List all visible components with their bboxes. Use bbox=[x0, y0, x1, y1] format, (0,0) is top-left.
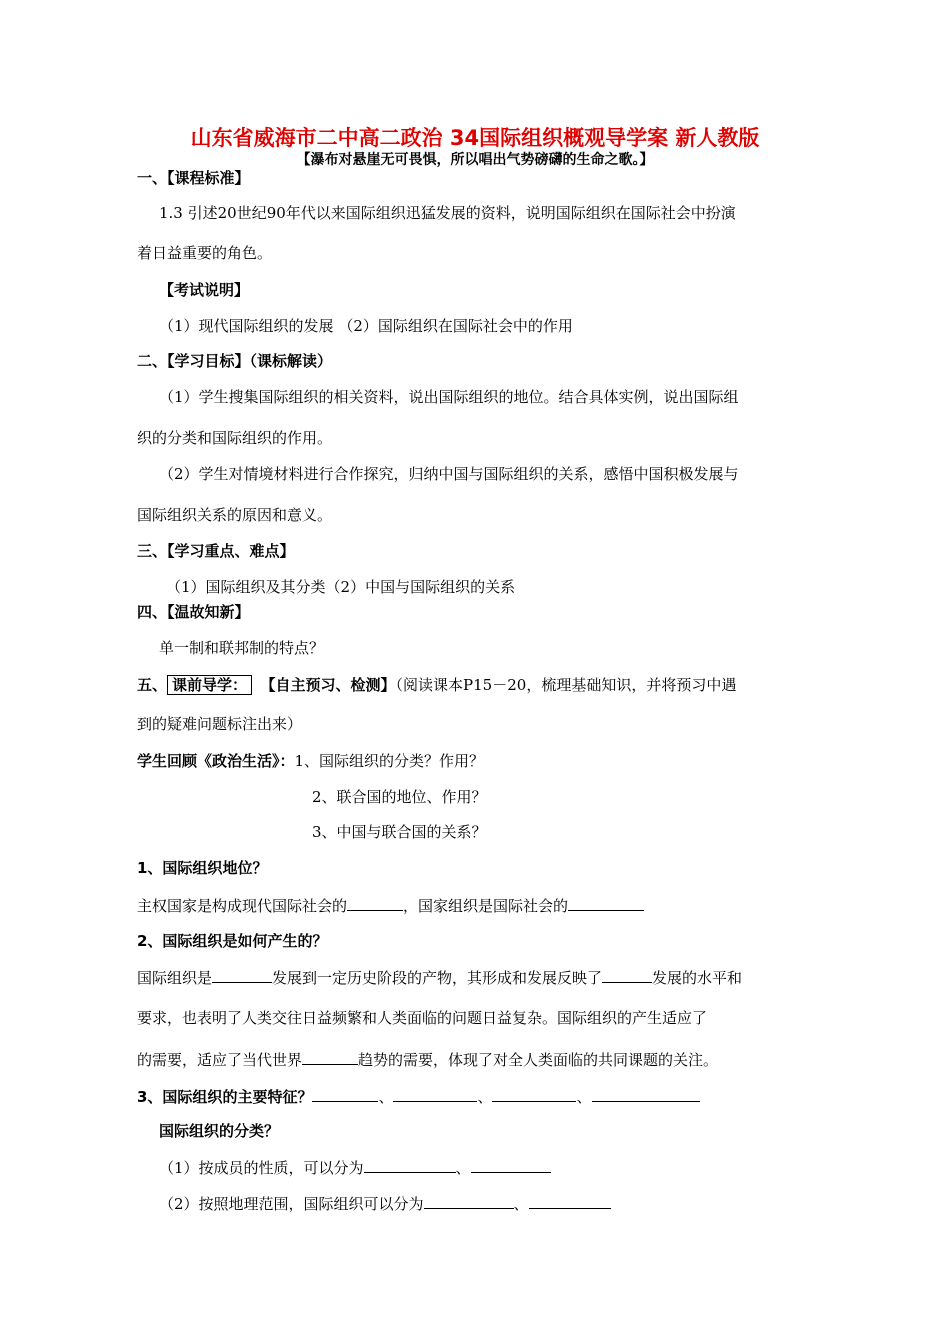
answer-blank[interactable] bbox=[592, 1086, 700, 1102]
text-fragment: 发展到一定历史阶段的产物，其形成和发展反映了 bbox=[272, 969, 603, 987]
text-fragment: ，国家组织是国际社会的 bbox=[403, 897, 569, 915]
section-5-number: 五、 bbox=[137, 676, 168, 694]
paragraph: （1）现代国际组织的发展 （2）国际组织在国际社会中的作用 bbox=[159, 317, 573, 335]
question-2-heading: 2、国际组织是如何产生的？ bbox=[137, 932, 328, 950]
fill-in-line bbox=[137, 895, 644, 916]
text-fragment: 主权国家是构成现代国际社会的 bbox=[137, 897, 348, 915]
paragraph: 1.3 引述20世纪90年代以来国际组织迅猛发展的资料，说明国际组织在国际社会中扮演 bbox=[159, 204, 736, 222]
answer-blank[interactable] bbox=[568, 895, 644, 911]
paragraph: （1）学生搜集国际组织的相关资料，说出国际组织的地位。结合具体实例，说出国际组 bbox=[159, 388, 739, 406]
boxed-label: 课前导学： bbox=[167, 675, 252, 695]
section-1-heading: 一、【课程标准】 bbox=[137, 169, 250, 187]
fill-in-line bbox=[137, 1049, 718, 1070]
answer-blank[interactable] bbox=[302, 1049, 358, 1065]
answer-blank[interactable] bbox=[492, 1086, 576, 1102]
text-fragment: 的需要，适应了当代世界 bbox=[137, 1051, 303, 1069]
paragraph: 到的疑难问题标注出来） bbox=[137, 715, 303, 733]
answer-blank[interactable] bbox=[393, 1086, 477, 1102]
separator: 、 bbox=[378, 1088, 394, 1106]
review-lead: 学生回顾《政治生活》： bbox=[137, 752, 295, 770]
answer-blank[interactable] bbox=[424, 1193, 514, 1209]
answer-blank[interactable] bbox=[212, 967, 272, 983]
fill-in-line bbox=[159, 1193, 611, 1214]
paragraph: （1）国际组织及其分类（2）中国与国际组织的关系 bbox=[166, 578, 516, 596]
exam-notes-heading: 【考试说明】 bbox=[159, 281, 250, 299]
separator: 、 bbox=[477, 1088, 493, 1106]
section-3-heading: 三、【学习重点、难点】 bbox=[137, 542, 295, 560]
answer-blank[interactable] bbox=[471, 1157, 551, 1173]
paragraph: 织的分类和国际组织的作用。 bbox=[137, 429, 333, 447]
review-question: 2、联合国的地位、作用？ bbox=[312, 788, 487, 806]
answer-blank[interactable] bbox=[364, 1157, 456, 1173]
fill-in-line bbox=[137, 1086, 700, 1107]
motto: 【瀑布对悬崖无可畏惧，所以唱出气势磅礴的生命之歌。】 bbox=[296, 152, 654, 168]
section-5-heading: 【自主预习、检测】 bbox=[268, 676, 396, 694]
text-fragment: 国际组织是 bbox=[137, 969, 213, 987]
classification-heading: 国际组织的分类？ bbox=[159, 1122, 280, 1140]
section-5-line bbox=[137, 675, 736, 695]
review-question: 3、中国与联合国的关系？ bbox=[312, 823, 487, 841]
fill-in-line bbox=[137, 967, 742, 988]
paragraph: 国际组织关系的原因和意义。 bbox=[137, 506, 333, 524]
review-question: 1、国际组织的分类？作用？ bbox=[294, 752, 485, 770]
document-title: 山东省威海市二中高二政治 34国际组织概观导学案 新人教版 bbox=[190, 126, 760, 150]
review-line bbox=[137, 751, 484, 771]
question-3-heading: 3、国际组织的主要特征？ bbox=[137, 1088, 313, 1106]
answer-blank[interactable] bbox=[347, 895, 403, 911]
text-fragment: 趋势的需要，体现了对全人类面临的共同课题的关注。 bbox=[358, 1051, 719, 1069]
paragraph: 着日益重要的角色。 bbox=[137, 244, 273, 262]
section-4-heading: 四、【温故知新】 bbox=[137, 603, 250, 621]
text-fragment: （1）按成员的性质，可以分为 bbox=[159, 1159, 364, 1177]
paragraph: （2）学生对情境材料进行合作探究，归纳中国与国际组织的关系，感悟中国积极发展与 bbox=[159, 465, 739, 483]
section-5-text: （阅读课本P15－20，梳理基础知识，并将预习中遇 bbox=[395, 676, 737, 694]
answer-blank[interactable] bbox=[529, 1193, 611, 1209]
text-fragment: 发展的水平和 bbox=[652, 969, 743, 987]
separator: 、 bbox=[513, 1195, 529, 1213]
separator: 、 bbox=[576, 1088, 592, 1106]
separator: 、 bbox=[455, 1159, 471, 1177]
text-fragment: （2）按照地理范围，国际组织可以分为 bbox=[159, 1195, 424, 1213]
paragraph: 要求，也表明了人类交往日益频繁和人类面临的问题日益复杂。国际组织的产生适应了 bbox=[137, 1009, 708, 1027]
question-1-heading: 1、国际组织地位？ bbox=[137, 859, 268, 877]
answer-blank[interactable] bbox=[602, 967, 652, 983]
answer-blank[interactable] bbox=[312, 1086, 378, 1102]
paragraph: 单一制和联邦制的特点？ bbox=[159, 639, 325, 657]
section-2-heading: 二、【学习目标】（课标解读） bbox=[137, 352, 333, 370]
fill-in-line bbox=[159, 1157, 551, 1178]
